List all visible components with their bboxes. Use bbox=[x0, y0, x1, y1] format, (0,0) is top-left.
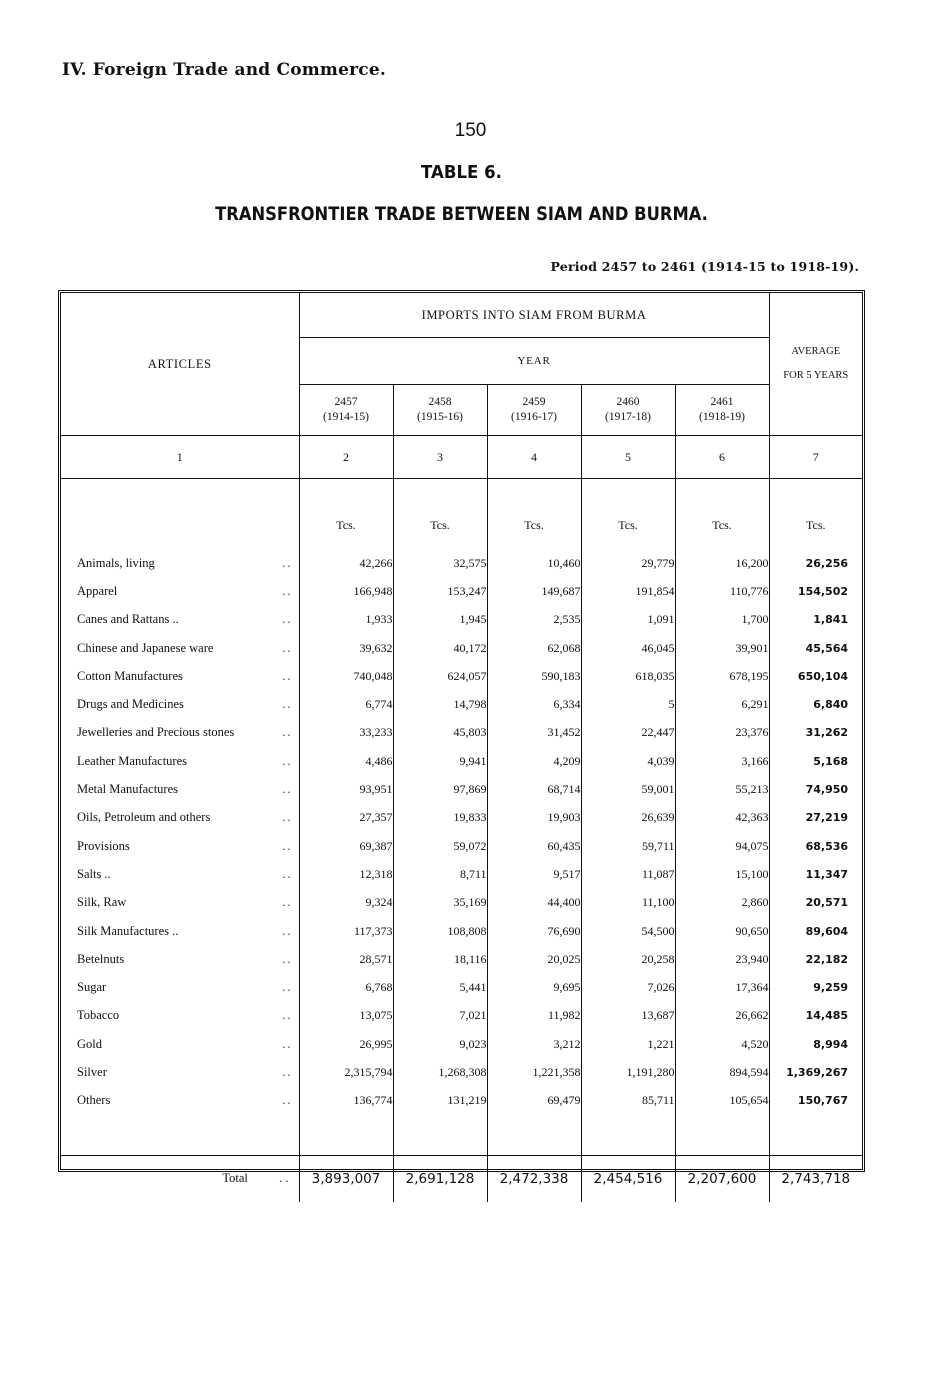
col-number: 1 bbox=[61, 436, 299, 479]
average-cell: 150,767 bbox=[769, 1087, 862, 1115]
average-label: AVERAGE bbox=[791, 346, 841, 357]
value-cell: 6,774 bbox=[299, 690, 393, 718]
trade-table-frame bbox=[58, 290, 865, 1187]
value-cell: 678,195 bbox=[675, 662, 769, 690]
article-name: Jewelleries and Precious stones .. bbox=[77, 725, 293, 740]
value-cell: 19,833 bbox=[393, 804, 487, 832]
value-cell: 60,435 bbox=[487, 832, 581, 860]
table-row bbox=[61, 804, 862, 832]
table-row bbox=[61, 860, 862, 888]
table-row bbox=[61, 889, 862, 917]
value-cell: 5 bbox=[581, 690, 675, 718]
value-cell: 40,172 bbox=[393, 634, 487, 662]
value-cell: 68,714 bbox=[487, 775, 581, 803]
average-cell: 74,950 bbox=[769, 775, 862, 803]
data-rows bbox=[61, 549, 862, 1115]
table-row bbox=[61, 1030, 862, 1058]
year-col: 2460 (1917-18) bbox=[581, 385, 675, 436]
value-cell: 110,776 bbox=[675, 577, 769, 605]
average-cell: 20,571 bbox=[769, 889, 862, 917]
value-cell: 108,808 bbox=[393, 917, 487, 945]
value-cell: 4,039 bbox=[581, 747, 675, 775]
value-cell: 13,687 bbox=[581, 1002, 675, 1030]
table-row bbox=[61, 719, 862, 747]
total-value: 2,207,600 bbox=[675, 1155, 769, 1202]
col-number: 3 bbox=[393, 436, 487, 479]
table-number: TABLE 6. bbox=[421, 162, 502, 183]
col-number: 7 bbox=[769, 436, 862, 479]
value-cell: 894,594 bbox=[675, 1058, 769, 1086]
value-cell: 59,072 bbox=[393, 832, 487, 860]
unit-label: Tcs. bbox=[675, 501, 769, 549]
article-name: Gold .. bbox=[77, 1036, 293, 1051]
article-name: Cotton Manufactures .. bbox=[77, 668, 293, 683]
unit-label: Tcs. bbox=[299, 501, 393, 549]
value-cell: 17,364 bbox=[675, 973, 769, 1001]
value-cell: 1,945 bbox=[393, 606, 487, 634]
article-name: Leather Manufactures .. bbox=[77, 753, 293, 768]
article-name: Silk, Raw .. bbox=[77, 895, 293, 910]
average-header bbox=[769, 293, 862, 436]
value-cell: 22,447 bbox=[581, 719, 675, 747]
value-cell: 94,075 bbox=[675, 832, 769, 860]
article-name: Provisions .. bbox=[77, 838, 293, 853]
table-row bbox=[61, 577, 862, 605]
value-cell: 105,654 bbox=[675, 1087, 769, 1115]
total-average: 2,743,718 bbox=[769, 1155, 862, 1202]
year-col: 2458 (1915-16) bbox=[393, 385, 487, 436]
trade-table bbox=[61, 293, 862, 1202]
article-name: Tobacco .. bbox=[77, 1008, 293, 1023]
value-cell: 45,803 bbox=[393, 719, 487, 747]
value-cell: 8,711 bbox=[393, 860, 487, 888]
year-header: YEAR bbox=[299, 338, 769, 385]
section-heading: IV. Foreign Trade and Commerce. bbox=[62, 60, 386, 80]
value-cell: 4,486 bbox=[299, 747, 393, 775]
average-cell: 154,502 bbox=[769, 577, 862, 605]
unit-label: Tcs. bbox=[487, 501, 581, 549]
article-name: Betelnuts .. bbox=[77, 951, 293, 966]
value-cell: 85,711 bbox=[581, 1087, 675, 1115]
average-cell: 22,182 bbox=[769, 945, 862, 973]
value-cell: 9,517 bbox=[487, 860, 581, 888]
value-cell: 3,212 bbox=[487, 1030, 581, 1058]
unit-label: Tcs. bbox=[769, 501, 862, 549]
table-row bbox=[61, 549, 862, 577]
year-col: 2461 (1918-19) bbox=[675, 385, 769, 436]
value-cell: 32,575 bbox=[393, 549, 487, 577]
table-row bbox=[61, 1058, 862, 1086]
value-cell: 27,357 bbox=[299, 804, 393, 832]
col-number: 2 bbox=[299, 436, 393, 479]
average-cell: 1,841 bbox=[769, 606, 862, 634]
value-cell: 1,221 bbox=[581, 1030, 675, 1058]
average-cell: 11,347 bbox=[769, 860, 862, 888]
value-cell: 4,209 bbox=[487, 747, 581, 775]
value-cell: 136,774 bbox=[299, 1087, 393, 1115]
value-cell: 10,460 bbox=[487, 549, 581, 577]
value-cell: 13,075 bbox=[299, 1002, 393, 1030]
total-label: Total . . bbox=[61, 1155, 299, 1202]
value-cell: 2,535 bbox=[487, 606, 581, 634]
value-cell: 23,376 bbox=[675, 719, 769, 747]
col-number: 4 bbox=[487, 436, 581, 479]
table-row bbox=[61, 973, 862, 1001]
value-cell: 7,021 bbox=[393, 1002, 487, 1030]
table-row bbox=[61, 690, 862, 718]
value-cell: 1,221,358 bbox=[487, 1058, 581, 1086]
value-cell: 149,687 bbox=[487, 577, 581, 605]
value-cell: 16,200 bbox=[675, 549, 769, 577]
total-row bbox=[61, 1155, 862, 1202]
value-cell: 2,315,794 bbox=[299, 1058, 393, 1086]
value-cell: 15,100 bbox=[675, 860, 769, 888]
value-cell: 9,695 bbox=[487, 973, 581, 1001]
average-cell: 14,485 bbox=[769, 1002, 862, 1030]
value-cell: 11,982 bbox=[487, 1002, 581, 1030]
table-row bbox=[61, 662, 862, 690]
value-cell: 55,213 bbox=[675, 775, 769, 803]
value-cell: 1,700 bbox=[675, 606, 769, 634]
value-cell: 4,520 bbox=[675, 1030, 769, 1058]
table-row bbox=[61, 634, 862, 662]
average-cell: 27,219 bbox=[769, 804, 862, 832]
table-row bbox=[61, 1087, 862, 1115]
average-cell: 650,104 bbox=[769, 662, 862, 690]
article-name: Canes and Rattans .. .. bbox=[77, 612, 293, 627]
value-cell: 59,711 bbox=[581, 832, 675, 860]
unit-label: Tcs. bbox=[393, 501, 487, 549]
value-cell: 26,995 bbox=[299, 1030, 393, 1058]
average-cell: 6,840 bbox=[769, 690, 862, 718]
value-cell: 5,441 bbox=[393, 973, 487, 1001]
value-cell: 69,387 bbox=[299, 832, 393, 860]
col-number: 6 bbox=[675, 436, 769, 479]
value-cell: 69,479 bbox=[487, 1087, 581, 1115]
value-cell: 2,860 bbox=[675, 889, 769, 917]
average-cell: 26,256 bbox=[769, 549, 862, 577]
value-cell: 26,639 bbox=[581, 804, 675, 832]
value-cell: 131,219 bbox=[393, 1087, 487, 1115]
value-cell: 153,247 bbox=[393, 577, 487, 605]
value-cell: 11,087 bbox=[581, 860, 675, 888]
value-cell: 3,166 bbox=[675, 747, 769, 775]
average-cell: 45,564 bbox=[769, 634, 862, 662]
total-value: 2,454,516 bbox=[581, 1155, 675, 1202]
article-name: Metal Manufactures .. bbox=[77, 782, 293, 797]
value-cell: 46,045 bbox=[581, 634, 675, 662]
year-col: 2457 (1914-15) bbox=[299, 385, 393, 436]
article-name: Chinese and Japanese ware .. bbox=[77, 640, 293, 655]
value-cell: 59,001 bbox=[581, 775, 675, 803]
article-name: Drugs and Medicines .. bbox=[77, 697, 293, 712]
value-cell: 1,933 bbox=[299, 606, 393, 634]
value-cell: 44,400 bbox=[487, 889, 581, 917]
value-cell: 9,324 bbox=[299, 889, 393, 917]
value-cell: 12,318 bbox=[299, 860, 393, 888]
imports-header: IMPORTS INTO SIAM FROM BURMA bbox=[299, 293, 769, 338]
value-cell: 6,334 bbox=[487, 690, 581, 718]
total-value: 2,691,128 bbox=[393, 1155, 487, 1202]
value-cell: 117,373 bbox=[299, 917, 393, 945]
value-cell: 20,025 bbox=[487, 945, 581, 973]
col-number: 5 bbox=[581, 436, 675, 479]
average-cell: 8,994 bbox=[769, 1030, 862, 1058]
value-cell: 42,363 bbox=[675, 804, 769, 832]
value-cell: 19,903 bbox=[487, 804, 581, 832]
units-row bbox=[61, 501, 862, 549]
value-cell: 33,233 bbox=[299, 719, 393, 747]
value-cell: 93,951 bbox=[299, 775, 393, 803]
value-cell: 11,100 bbox=[581, 889, 675, 917]
value-cell: 6,291 bbox=[675, 690, 769, 718]
average-cell: 9,259 bbox=[769, 973, 862, 1001]
value-cell: 42,266 bbox=[299, 549, 393, 577]
value-cell: 740,048 bbox=[299, 662, 393, 690]
total-value: 3,893,007 bbox=[299, 1155, 393, 1202]
average-cell: 68,536 bbox=[769, 832, 862, 860]
table-row bbox=[61, 606, 862, 634]
value-cell: 28,571 bbox=[299, 945, 393, 973]
value-cell: 6,768 bbox=[299, 973, 393, 1001]
value-cell: 97,869 bbox=[393, 775, 487, 803]
table-row bbox=[61, 917, 862, 945]
article-name: Animals, living .. bbox=[77, 555, 293, 570]
article-name: Silver .. bbox=[77, 1064, 293, 1079]
article-name: Oils, Petroleum and others .. bbox=[77, 810, 293, 825]
average-cell: 89,604 bbox=[769, 917, 862, 945]
article-name: Silk Manufactures .. .. bbox=[77, 923, 293, 938]
article-name: Apparel .. bbox=[77, 583, 293, 598]
value-cell: 62,068 bbox=[487, 634, 581, 662]
value-cell: 18,116 bbox=[393, 945, 487, 973]
article-name: Salts .. .. bbox=[77, 866, 293, 881]
value-cell: 39,901 bbox=[675, 634, 769, 662]
period-note: Period 2457 to 2461 (1914-15 to 1918-19). bbox=[550, 259, 859, 274]
value-cell: 14,798 bbox=[393, 690, 487, 718]
value-cell: 26,662 bbox=[675, 1002, 769, 1030]
value-cell: 9,023 bbox=[393, 1030, 487, 1058]
value-cell: 590,183 bbox=[487, 662, 581, 690]
total-value: 2,472,338 bbox=[487, 1155, 581, 1202]
value-cell: 1,191,280 bbox=[581, 1058, 675, 1086]
value-cell: 1,268,308 bbox=[393, 1058, 487, 1086]
value-cell: 35,169 bbox=[393, 889, 487, 917]
table-row bbox=[61, 945, 862, 973]
value-cell: 54,500 bbox=[581, 917, 675, 945]
value-cell: 76,690 bbox=[487, 917, 581, 945]
value-cell: 7,026 bbox=[581, 973, 675, 1001]
article-name: Others .. bbox=[77, 1093, 293, 1108]
average-cell: 31,262 bbox=[769, 719, 862, 747]
value-cell: 31,452 bbox=[487, 719, 581, 747]
table-row bbox=[61, 1002, 862, 1030]
value-cell: 39,632 bbox=[299, 634, 393, 662]
value-cell: 191,854 bbox=[581, 577, 675, 605]
value-cell: 20,258 bbox=[581, 945, 675, 973]
value-cell: 1,091 bbox=[581, 606, 675, 634]
value-cell: 23,940 bbox=[675, 945, 769, 973]
average-period-label: FOR 5 YEARS bbox=[783, 370, 849, 381]
average-cell: 1,369,267 bbox=[769, 1058, 862, 1086]
article-name: Sugar .. bbox=[77, 980, 293, 995]
value-cell: 9,941 bbox=[393, 747, 487, 775]
value-cell: 29,779 bbox=[581, 549, 675, 577]
average-cell: 5,168 bbox=[769, 747, 862, 775]
articles-header: ARTICLES bbox=[61, 293, 299, 436]
table-row bbox=[61, 775, 862, 803]
value-cell: 618,035 bbox=[581, 662, 675, 690]
page-number: 150 bbox=[454, 120, 487, 141]
unit-label: Tcs. bbox=[581, 501, 675, 549]
year-col: 2459 (1916-17) bbox=[487, 385, 581, 436]
table-title: TRANSFRONTIER TRADE BETWEEN SIAM AND BURMA. bbox=[215, 203, 708, 225]
value-cell: 90,650 bbox=[675, 917, 769, 945]
table-row bbox=[61, 747, 862, 775]
column-number-row bbox=[61, 436, 862, 479]
table-row bbox=[61, 832, 862, 860]
value-cell: 624,057 bbox=[393, 662, 487, 690]
value-cell: 166,948 bbox=[299, 577, 393, 605]
